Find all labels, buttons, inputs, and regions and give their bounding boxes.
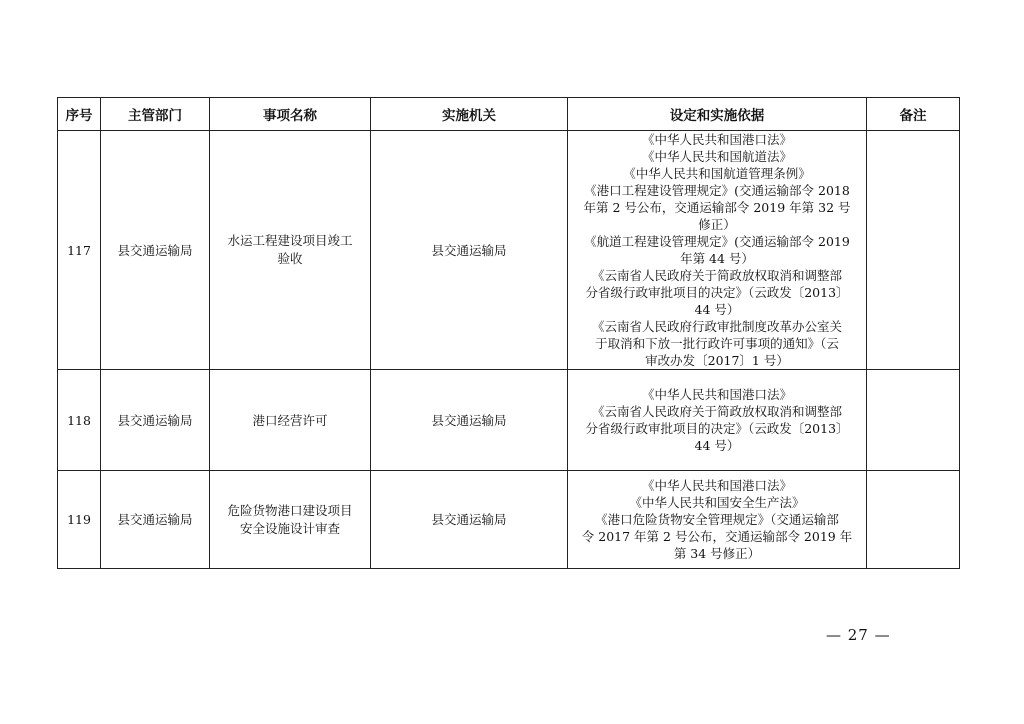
basis-line: 44 号）: [694, 302, 740, 317]
header-remark: 备注: [867, 98, 960, 131]
header-number: 序号: [58, 98, 101, 131]
basis-line: 第 34 号修正）: [673, 546, 761, 561]
item-name-line1: 水运工程建设项目竣工: [227, 233, 353, 248]
basis-line: 于取消和下放一批行政许可事项的通知》（云: [595, 336, 839, 351]
header-department: 主管部门: [101, 98, 210, 131]
basis-line: 《港口工程建设管理规定》(交通运输部令 2018: [584, 183, 850, 198]
table-row: [58, 471, 960, 569]
basis-line: 《云南省人民政府关于简政放权取消和调整部: [591, 268, 842, 283]
header-item-name: 事项名称: [210, 98, 371, 131]
row-agency: 县交通运输局: [371, 131, 568, 370]
basis-line: 44 号）: [694, 438, 740, 453]
row-remark: [867, 370, 960, 471]
row-number: 119: [58, 471, 101, 569]
row-basis: [568, 471, 867, 569]
item-name-text: [215, 502, 365, 538]
row-number: 117: [58, 131, 101, 370]
basis-line: 修正）: [698, 217, 736, 232]
basis-line: 年第 44 号）: [680, 251, 754, 266]
row-basis: [568, 370, 867, 471]
basis-line: 《港口危险货物安全管理规定》（交通运输部: [595, 512, 839, 527]
row-department: 县交通运输局: [101, 131, 210, 370]
header-basis: 设定和实施依据: [568, 98, 867, 131]
basis-line: 《中华人民共和国航道法》: [641, 149, 792, 164]
basis-line: 《中华人民共和国航道管理条例》: [623, 166, 811, 181]
basis-line: 令 2017 年第 2 号公布，交通运输部令 2019 年: [581, 529, 853, 544]
basis-line: 《中华人民共和国港口法》: [641, 132, 792, 147]
basis-line: 《中华人民共和国安全生产法》: [629, 495, 805, 510]
item-name-text: [215, 232, 365, 268]
item-name-line2: 验收: [277, 251, 303, 266]
row-item-name: [210, 471, 371, 569]
basis-line: 《中华人民共和国港口法》: [641, 387, 792, 402]
table-header-row: [58, 98, 960, 131]
basis-line: 审改办发〔2017〕1 号）: [645, 353, 789, 368]
table-row: [58, 131, 960, 370]
row-remark: [867, 131, 960, 370]
basis-line: 《中华人民共和国港口法》: [641, 478, 792, 493]
row-agency: 县交通运输局: [371, 370, 568, 471]
row-department: 县交通运输局: [101, 370, 210, 471]
basis-line: 分省级行政审批项目的决定》（云政发〔2013〕: [585, 285, 849, 300]
basis-line: 《航道工程建设管理规定》(交通运输部令 2019: [584, 234, 850, 249]
row-department: 县交通运输局: [101, 471, 210, 569]
approval-items-table: [57, 97, 960, 569]
item-name-line1: 危险货物港口建设项目: [227, 502, 353, 518]
row-number: 118: [58, 370, 101, 471]
row-basis: [568, 131, 867, 370]
basis-line: 《云南省人民政府行政审批制度改革办公室关: [591, 319, 842, 334]
page-number: — 27 —: [826, 626, 891, 644]
row-agency: 县交通运输局: [371, 471, 568, 569]
item-name-line2: 安全设施设计审查: [239, 520, 340, 536]
basis-line: 《云南省人民政府关于简政放权取消和调整部: [591, 404, 842, 419]
row-remark: [867, 471, 960, 569]
row-item-name: 港口经营许可: [210, 370, 371, 471]
basis-line: 分省级行政审批项目的决定》（云政发〔2013〕: [585, 421, 849, 436]
row-item-name: [210, 131, 371, 370]
header-agency: 实施机关: [371, 98, 568, 131]
basis-line: 年第 2 号公布，交通运输部令 2019 年第 32 号: [583, 200, 851, 215]
table-row: [58, 370, 960, 471]
